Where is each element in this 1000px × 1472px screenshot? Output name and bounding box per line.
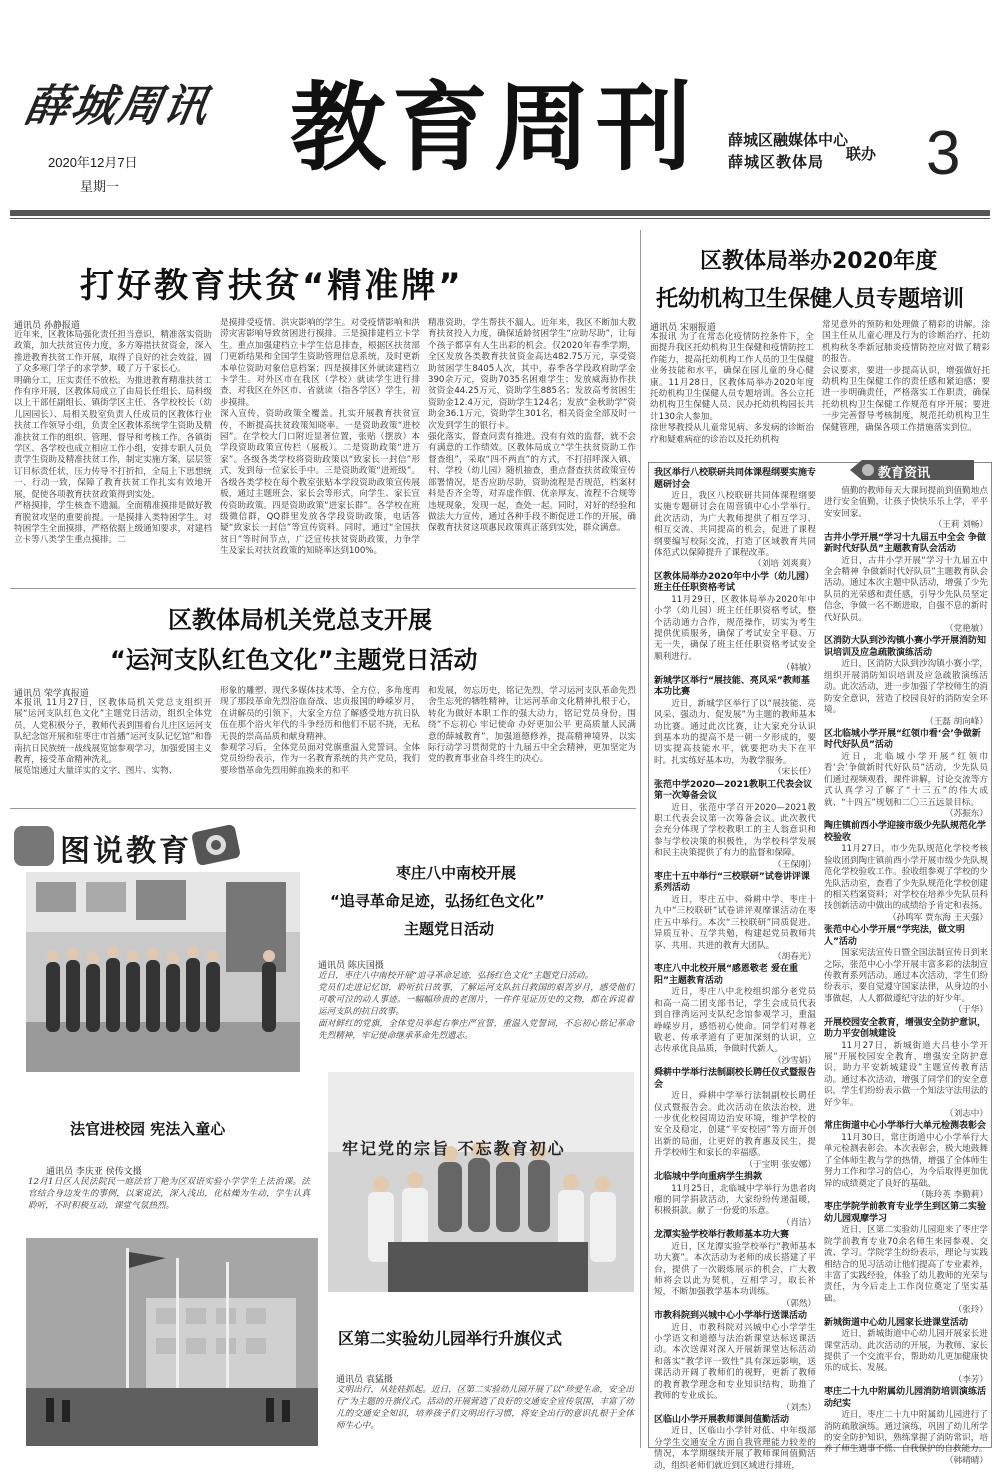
- news-brief-body: 近日，张范中学召开2020—2021教职工代表会议第一次筹备会议。此次教代会充分体现了学校教职工的主人翁意识和参与学校决策的积极性，为学校科学发展和民主决策提供了有力的监督和保障。: [654, 802, 816, 859]
- news-brief: [824, 486, 988, 532]
- joint-label: 联办: [846, 146, 877, 163]
- news-brief: [824, 1121, 988, 1201]
- article2-byline: 通讯员 宋丽报道: [650, 323, 716, 333]
- photo-story3-title: 区第二实验幼儿园举行升旗仪式: [338, 1329, 563, 1348]
- photo-law-class-slogan: 牢记党的宗旨 不忘教育初心: [342, 1139, 566, 1158]
- news-brief-title: 枣庄八中北校开展“感恩敬老 爱在重阳”主题教育活动: [654, 964, 799, 986]
- news-brief: [824, 925, 988, 1016]
- news-brief-title: 古井小学开展“学习十九届五中全会 争做新时代好队员”主题教育队会活动: [824, 532, 987, 555]
- news-brief-title: 枣庄学院学前教育专业学生到区第二实验幼儿园观摩学习: [824, 1202, 987, 1224]
- news-brief-body: 近日，新城学区举行了以“展技能、亮风采、强动力、促发展”为主题的教师基本功比赛。通过此次比赛，让大家充分认识到基本功的提高不是一朝一夕形成的，要切实提高技能水平，就要把功夫下在平时。扎实练好基本功，为教学服务。: [654, 698, 816, 766]
- news-brief-author: （郭然）: [781, 1298, 816, 1309]
- article2-col1: 本报讯 为了在常态化疫情防控条件下，全面提升我区托幼机构卫生保健和疫情防控工作能力，提高托幼机构工作人员的卫生保健业务技能和水平，确保在园儿童的身心健康。11月28日，区教体局举办2020年度托幼机构卫生保健人员专题培训。各公立托幼机构卫生保健人员、民办托幼机构园长共计130余人参加。 徐世琴教授从儿童常见病、多发病的诊断治疗和疑难病症的诊治以及托幼机构: [650, 332, 814, 445]
- news-brief-author: （张玲）: [953, 1305, 988, 1316]
- section-divider-2: [10, 808, 636, 809]
- photo-flag-ceremony-image: [26, 1238, 318, 1446]
- article3-col1: 本报讯 11月27日，区教体局机关党总支组织开展“运河支队红色文化”主题党日活动，组织全体党员，人党积极分子，教师代表到围着台儿庄区运河支队纪念馆开展和驻枣庄市首播“运河支队记忆馆”和鲁南抗日民族统一战线展览馆参观学习，加强爱国主义教育，接受革命精神洗礼。 展览馆通过大量详实的文字、图片、实物、: [14, 698, 212, 777]
- news-brief-title: 区临山小学开展教师课间值勤活动: [654, 1414, 790, 1425]
- organizer-2: 薛城区教体局: [728, 154, 825, 171]
- news-brief-body: 近日，舜耕中学举行法制副校长聘任仪式暨报告会。此次活动在依法治校，进一步优化校园周边治安环境，维护学校的安全及稳定，创建“平安校园”等方面开创出新的局面，让更好的教育惠及民生，提升学校师生和家长的幸福感。: [654, 1091, 816, 1159]
- page-number: 3: [926, 119, 961, 188]
- tushuo-label: 图说教育: [60, 834, 192, 869]
- news-briefs-col2: [824, 486, 988, 1466]
- news-brief-author: （沙雪娟）: [773, 1055, 816, 1066]
- news-brief-title: 常庄街道中心小学举行大单元检测表彰会: [824, 1121, 987, 1132]
- news-brief-body: 近日，区临山小学针对低、中年级部分学生交通安全方面自我管理能力较差的情况，本学期继续开展了教师课间值勤活动，组织老师们就近到区域进行排班，: [654, 1426, 816, 1471]
- photo-law-class: [328, 1072, 634, 1292]
- news-brief: [654, 572, 816, 675]
- news-brief-title: 区消防大队到沙沟镇小赛小学开展消防知识培训及应急疏散演练活动: [824, 636, 987, 658]
- news-brief: [654, 964, 816, 1067]
- article3-col2: 形象的雕塑、现代多媒体技术等、全方位、多角度再现了那段革命先烈浴血奋战、忠贞报国的峥嵘岁月，在讲解员的引领下，大家全方位了解感受地方抗日队伍在那个浴火年代的斗争经历和他们不屈不挠，无私无畏的崇高品质和献身精神。 参观学习后，全体党员面对党旗重温入党誓词。全体党员纷纷表示，作为一名教育系统的共产党员，我们要珍惜革命先烈用鲜血换来的和平: [220, 686, 420, 776]
- photo-story3-byline: 通讯员 袁猛摄: [336, 1375, 393, 1385]
- news-brief: [824, 729, 988, 820]
- news-brief-author: （于华）: [953, 1005, 988, 1016]
- news-brief-body: 近日，北临城小学开展“红领巾看‘会’争做新时代好队员”活动，少先队员们通过视频观看，课件讲解，讨论交流等方式认真学习了解了“十三五”的伟大成就、“十四五”规划和二〇三五远景目标。: [824, 751, 988, 808]
- news-brief-title: 陶庄镇前西小学迎接市级少先队规范化学校验收: [824, 821, 987, 843]
- news-brief-body: 11月27日，新城街道大吕巷小学开展“开展校园安全教育，增强安全防护意识，助力平安新城建设”主题宣传教育活动。通过本次活动，增强了同学们的安全意识，学生们纷纷表示做一个知法守法用法的好少年。: [824, 1040, 988, 1108]
- photo-flag-ceremony: [26, 1238, 318, 1446]
- news-brief-author: （陈玲英 李勤莉）: [916, 1190, 988, 1200]
- article3-col3: 和发展，勿忘历史，铭记先烈，学习运河支队革命先烈舍生忘死的牺牲精神，让运河革命文化精神扎根于心，转化为做好本职工作的强大动力，铭记党员身份，围绕“不忘初心 牢记使命 办好更加公平 更高质量人民满意的薛城教育”，加强道德修养，提高精神境界，以实际行动学习贯彻党的十九届五中全会精神，更加坚定为党的教育事业奋斗终生的决心。: [428, 686, 636, 765]
- article3-byline: 通讯员 荣学真报道: [14, 689, 89, 699]
- news-brief-body: 近日，枣庄二十九中附属幼儿园进行了消防疏散演练。通过演练，巩固了幼儿所学的安全防护知识，熟练掌握了消防常识，培养了师生遇事不慌、自我保护的自救能力。: [824, 1410, 988, 1455]
- news-brief-author: （宋长任）: [773, 767, 816, 778]
- news-brief: [824, 1318, 988, 1387]
- news-brief: [654, 1230, 816, 1310]
- news-brief-author: （胡春光）: [773, 952, 816, 962]
- news-brief-author: （李芳）: [953, 1374, 988, 1385]
- photo-story1-text: 近日，枣庄八中南校开展“追寻革命足迹，弘扬红色文化”主题党日活动。 党员们走进记忆馆，聆听抗日故事，了解运河支队抗日救国的艰苦岁月，感受他们可歌可泣的动人事迹。一幅幅珍贵的老图片，一件件见证历史的文物，都在诉说着运河支队的抗日故事。 面对鲜红的党旗，全体党员举起右拳庄严宣誓，重温入党誓词，不忘初心铭记革命先烈精神，牢记使命继承革命先烈遗志。: [318, 971, 634, 1041]
- issue-date: 2020年12月7日: [48, 155, 138, 170]
- photo-story2-title: 法官进校园 宪法入童心: [70, 1120, 226, 1138]
- article3-title-line1: 区教体局机关党总支开展: [168, 606, 432, 634]
- news-brief: [654, 872, 816, 963]
- news-brief: [654, 468, 816, 571]
- page-title: 教育周刊: [290, 71, 698, 184]
- news-brief-body: 近日，区龙潭实验学校举行“教师基本功大赛”。本次活动为老师的成长搭建了平台，提供了一次锻炼展示的机会，广大教师将会以此为契机，互相学习，取长补短，不断加强教学基本功训练。: [654, 1241, 816, 1298]
- news-brief: [824, 636, 988, 727]
- photo-story1-title-line1: 枣庄八中南校开展: [396, 864, 517, 882]
- news-brief-title: 开展校园安全教育，增强安全防护意识，助力平安创城建设: [824, 1017, 987, 1040]
- news-brief: [654, 1068, 816, 1171]
- news-brief-author: （孙鸣军 贾东海 王天强）: [888, 912, 988, 923]
- photo-story1-byline: 通讯员 陈庆国摄: [318, 961, 384, 971]
- news-brief: [824, 533, 988, 636]
- news-brief-author: （刘培 刘爽爽）: [753, 559, 816, 570]
- news-brief-author: （王保刚）: [773, 859, 816, 870]
- masthead-rule: [10, 210, 990, 216]
- news-brief-body: 近日，新城街道中心幼儿园开展家长进课堂活动。此次活动的开展，为教师、家长提供了一个交流平台，帮助幼儿更加健康快乐的成长、发展。: [824, 1329, 988, 1374]
- news-brief-body: 近日，区消防大队到沙沟镇小赛小学，组织开展消防知识培训及应急疏散演练活动。此次活动，进一步加强了学校师生的消防安全意识，营造了校园良好的消防安全环境。: [824, 659, 988, 716]
- news-brief-title: 新城学区举行“展技能、亮风采”教师基本功比赛: [654, 675, 810, 698]
- news-brief-body: 11月30日，常庄街道中心小学举行大单元检测表彰会。本次表彰会，极大地鼓舞了全体师生教与学的热情，增强了全体师生努力工作和学习的信心，为今后取得更加优异的成绩奠定了良好的基础。: [824, 1132, 988, 1189]
- masthead-rule-thin: [10, 218, 990, 219]
- article2-title-line1: 区教体局举办2020年度: [700, 249, 938, 274]
- article1-col3: 精准资助，学生帮扶不漏人。近年来，我区不断加大教育扶贫投入力度，确保适龄贫困学生“应助尽助”，让每个孩子都享有人生出彩的机会。仅2020年春季学期，全区发放各类教育扶贫资金高达482.75万元，享受资助贫困学生8405人次，其中，春季各学段政府助学金390余万元，资助7035名困难学生；发放威海协作扶贫资金44.25万元，资助学生885名；发放高考贫困生资助金12.4万元，资助学生124名；发放“金秋助学”资助金36.1万元，资助学生301名，相关资金全部及时一次发到学生的银行卡。 强化落实，督查问责有推进。没有有效的监督，就不会有满意的工作绩效。区教体局成立“学生扶贫资助工作督查组”，采取“四不两直”的方式，不打招呼深入镇、村、学校（幼儿园）随机抽查，重点督查扶贫政策宣传部署情况，是否应助尽助，资助流程是否规范，档案材料是否齐全等，对弄虚作假、优亲厚友、流程不合规等违规现象，发现一起，查处一起。同时，对好的经验和做法大力宣传，通过各种手段不断促进工作的开展，确保教育扶贫这项惠民政策真正落到实处，群众满意。: [428, 318, 636, 534]
- news-brief-body: 11月27日，市少先队规范化学校考核验收团到陶庄镇前西小学开展市级少先队规范化学校验收工作。验收组参观了学校的少先队活动室，查看了少先队规范化学校创建的相关档案资料；对学校在培养少先队员科技创新活动中做出的成绩给予肯定和表扬。: [824, 844, 988, 912]
- news-brief-author: （王磊 胡向峰）: [925, 716, 988, 727]
- organizer-1: 薛城区融媒体中心: [728, 132, 849, 149]
- news-brief-title: 龙潭实验学校举行教师基本功大赛: [654, 1230, 790, 1241]
- article1-col2: 是摸排受疫情、洪灾影响的学生。对受疫情影响和洪涝灾害影响导致贫困进行摸排。三是摸排建档立卡学生。重点加强建档立卡学生信息排查，根据区扶贫部门更新结果和全国学生资助管理信息系统，及时更新本单位资助对象信息档案；四是摸排区外就读建档立卡学生。对外区市在我区（学校）就读学生进行排查，对我区在外区市、省就读（指各学区）学生，初步摸排。 深入宣传，资助政策全覆盖。扎实开展教育扶贫宣传，不断提高扶贫政策知晓率。一是资助政策“进校园”。在学校大门口附近显著位置，张贴（摆放）本学段资助政策宣传栏（展板）。二是资助政策“进万家”。各级各类学校将资助政策以“致家长一封信”形式，发到每一位家长手中。三是资助政策“进班级”。各级各类学校在每个教室张贴本学段资助政策宣传展板，通过主题班会、家长会等形式，向学生、家长宣传资助政策。四是资助政策“进家长群”。各学校在班级微信群，QQ群里发放各学段资助政策，电话答疑“致家长一封信”等宣传资料。同时，通过“全国扶贫日”等时间节点，广泛宣传扶贫资助政策，力争学生及家长对扶贫政策的知晓率达到100%。: [220, 318, 420, 557]
- news-brief-body: 近日，市教科院对兴城中心小学学生小学语文和道德与法治新课堂达标送课活动。本次送课对深入开展新课堂达标活动和落实“教学评一致性”具有深远影响，送课活动开阔了教师们的视野，更新了教师的教育教学理念和专业知识结构，助推了教师的专业成长。: [654, 1322, 816, 1402]
- article2-col2: 常见意外的预防和处理做了精彩的讲解。涂国主任从儿童心理及行为的诊断治疗、托幼机构秋冬季新冠肺炎疫情防控应对做了精彩的报告。 会议要求，要进一步提高认识，增强做好托幼机构卫生保健工作的责任感和紧迫感；要进一步明确责任，严格落实工作职责，确保托幼机构卫生保健工作规范有序开展；要进一步完善督导考核制度，规范托幼机构卫生保健管理，确保各项工作措施落实到位。: [822, 320, 990, 433]
- photo-story1-title-line2: “追寻革命足迹，弘扬红色文化”: [330, 892, 545, 910]
- news-brief-title: 北临城中学向重病学生捐款: [654, 1172, 763, 1183]
- news-brief: [654, 1311, 816, 1414]
- photo-story1-title-line3: 主题党日活动: [404, 920, 495, 938]
- photo-story2-text: 12月1日区人民法院民一庭法官丁艳为区双语实验小学学生上法治课。法官结合身边发生的事例，以案说法，深入浅出，化枯燥为生动，学生认真聆听，不时积极互动，课堂气氛热烈。: [28, 1177, 310, 1211]
- news-brief: [824, 1018, 988, 1121]
- news-brief-title: 新城街道中心幼儿园家长进课堂活动: [824, 1317, 969, 1328]
- organizer-block: [728, 130, 848, 174]
- article1-col1: 近年来，区教体局强化责任担当意识，精准落实资助政策，加大扶贫宣传力度，多方筹措扶贫资金，深入推进教育扶贫工作开展，取得了良好的社会效益，圆了众多寒门学子的求学梦，暖了万千家长心。 明确分工，压实责任不放松。为推进教育精准扶贫工作有序开展，区教体局成立了由局长任组长、局科级以上干部任副组长、镇街学区主任、各学校校长（幼儿园园长）、局相关股室负责人任成员的区教体行业扶贫工作领导小组，负责全区教体系统学生资助及精准扶贫工作的组织、管理、督导和考核工作。各镇街学区、各学校也成立相应工作小组，安排专职人员负责学生资助及精准扶贫工作，制定实施方案，层层签订目标责任状，压力传导不打折扣，全局上下思想统一、行动一致，保障了教育扶贫工作扎实有效地开展，促使各项教育扶贫政策得到实处。 严格摸排，学生核查不遗漏。全面精准摸排是做好教育脱贫攻坚的重要前提。一是摸排入类特困学生。对特困学生全面摸排，严格依据上级通知要求，对建档立卡等八类学生重点摸排。二: [14, 330, 212, 546]
- news-brief-title: 我区举行八校联研共同体课程纲要实施专题研讨会: [654, 468, 817, 490]
- news-brief-author: （苏振东）: [945, 808, 988, 819]
- article1-byline: 通讯员 孙静报道: [14, 321, 80, 331]
- news-brief-author: （肖洁）: [781, 1217, 816, 1228]
- news-brief-title: 张范中心小学开展“学宪法，做文明人”活动: [824, 925, 965, 947]
- news-brief: [654, 676, 816, 779]
- article2-title-line2: 托幼机构卫生保健人员专题培训: [656, 287, 965, 312]
- section-divider: [10, 588, 636, 589]
- article3-title-line2: “运河支队红色文化”主题党日活动: [110, 646, 478, 674]
- news-brief-body: 国家宪法宣传日暨全国法制宣传日到来之际，张范中心小学开展丰富多彩的法制宣传教育系列活动。通过本次活动，学生们纷纷表示，要自觉遵守国家法律，从身边的小事做起，人人都做遵纪守法的好少年。: [824, 948, 988, 1004]
- photo-party-day: [26, 872, 300, 1072]
- news-brief-title: 枣庄二十九中附属幼儿园消防培训演练活动纪实: [824, 1387, 987, 1409]
- news-brief-body: 近日，区第二实验幼儿园迎来了枣庄学院学前教育专业70余名师生来园参观、交流、学习。学院学生纷纷表示，理论与实践相结合的见习活动让他们提高了专业素养，丰富了实践经验，体验了幼儿教师的光荣与责任，为今后走上工作岗位奠定了坚实基础。: [824, 1225, 988, 1304]
- photo-law-class-image: [328, 1072, 634, 1292]
- news-briefs-tag: 教育资讯: [878, 466, 931, 481]
- news-brief-author: （韩敏）: [781, 663, 816, 674]
- photo-party-day-image: [26, 872, 300, 1072]
- column-divider: [640, 230, 641, 1448]
- news-brief: [824, 1202, 988, 1316]
- news-brief-author: （刘志中）: [945, 1109, 988, 1120]
- news-brief-body: 11月25日，北临城中学举行为患者肉瘤的同学捐款活动，大家纷纷传递温暖，积极捐款。献了一份爱的乐意。: [654, 1183, 816, 1217]
- news-brief-body: 值勤的教师每天大课间提前到值勤地点进行安全值勤，让孩子快快乐乐上学，平平安安回家。: [824, 486, 988, 519]
- news-brief-body: 近日，枣庄五中、舜耕中学、枣庄十九中“三校联研”试卷讲评观摩课活动在枣庄五中举行。本次“三校联研”同质促进、异质互补、互学共勉，构建起党员教师共享、共用、共进的教育大团队。: [654, 894, 816, 951]
- news-brief: [654, 1415, 816, 1472]
- news-brief-title: 舜耕中学举行法制副校长聘任仪式暨报告会: [654, 1068, 817, 1090]
- newspaper-logo: 薛城周讯: [20, 81, 214, 132]
- photo-story3-text: 文明出行，从娃娃抓起。近日，区第二实验幼儿园开展了以“珍爱生命，安全出行”为主题的升旗仪式。活动的开展营造了良好的交通安全宣传氛围，丰富了幼儿的交通安全知识，培养孩子们文明出行习惯，将安全出行的意识扎根于全体师生心中。: [336, 1385, 634, 1431]
- issue-weekday: 星期一: [80, 179, 120, 194]
- news-brief: [654, 780, 816, 871]
- news-briefs-col1: [654, 468, 817, 1471]
- news-brief-title: 枣庄十五中举行“三校联研”试卷讲评课系列活动: [654, 871, 810, 894]
- news-brief-body: 近日，枣庄八中北校组织部分老党员和高一高二团支部书记，学生会成员代表到自律湾运河支队纪念馆参观学习，重温峥嵘岁月，感悟初心使命。同学们对尊老敬老、传承孝道有了更加深刻的认识，立志传承优良品质，争做时代新人。: [654, 987, 816, 1055]
- news-brief: [654, 1172, 816, 1229]
- news-brief-author: （刘杰）: [781, 1402, 816, 1413]
- news-brief: [824, 821, 988, 924]
- news-brief-author: （党艳敏）: [945, 624, 988, 635]
- news-brief-author: （王莉 刘畅）: [933, 520, 988, 531]
- news-brief-title: 张范中学2020—2021教职工代表会议第一次筹备会议: [654, 779, 813, 802]
- news-brief-title: 区教体局举办2020年中小学（幼儿园）班主任任职资格考试: [654, 571, 815, 594]
- news-brief-title: 市教科院到兴城中心小学举行送课活动: [654, 1311, 808, 1322]
- news-brief-author: （于宝明 张安娜）: [744, 1159, 816, 1170]
- article1-title: 打好教育扶贫“精准牌”: [80, 266, 464, 306]
- news-brief-author: （韩晴晴）: [945, 1455, 988, 1466]
- photo-story2-byline: 通讯员 李庆亚 侯传文摄: [46, 1167, 142, 1177]
- news-brief-title: 区北临城小学开展“红领巾看‘会’争做新时代好队员”活动: [824, 728, 981, 751]
- news-brief-body: 11月29日，区教体局举办2020年中小学（幼儿园）班主任任职资格考试，整个活动通力合作，规范操作，切实为考生提供优质服务，确保了考试安全平稳、万无一失，确保了班主任任职资格考试安全顺利进行。: [654, 594, 816, 662]
- news-brief-body: 近日，我区八校联研共同体课程纲要实施专题研讨会在周营镇中心小学举行。此次活动，为广大教师提供了相互学习、相互交流、共同提高的机会，促进了课程纲要编写校际交流，打造了区域教育共同体范式以保障提升了课程改革。: [654, 491, 816, 559]
- news-brief: [824, 1387, 988, 1467]
- news-brief-body: 近日，古井小学开展“学习十九届五中全会精神 争做新时代好队员”主题教育队会活动。通过本次主题中队活动，增强了少先队员的光荣感和责任感，引导少先队员坚定信念，争做一名不断进取，自强不息的新时代好队员。: [824, 555, 988, 623]
